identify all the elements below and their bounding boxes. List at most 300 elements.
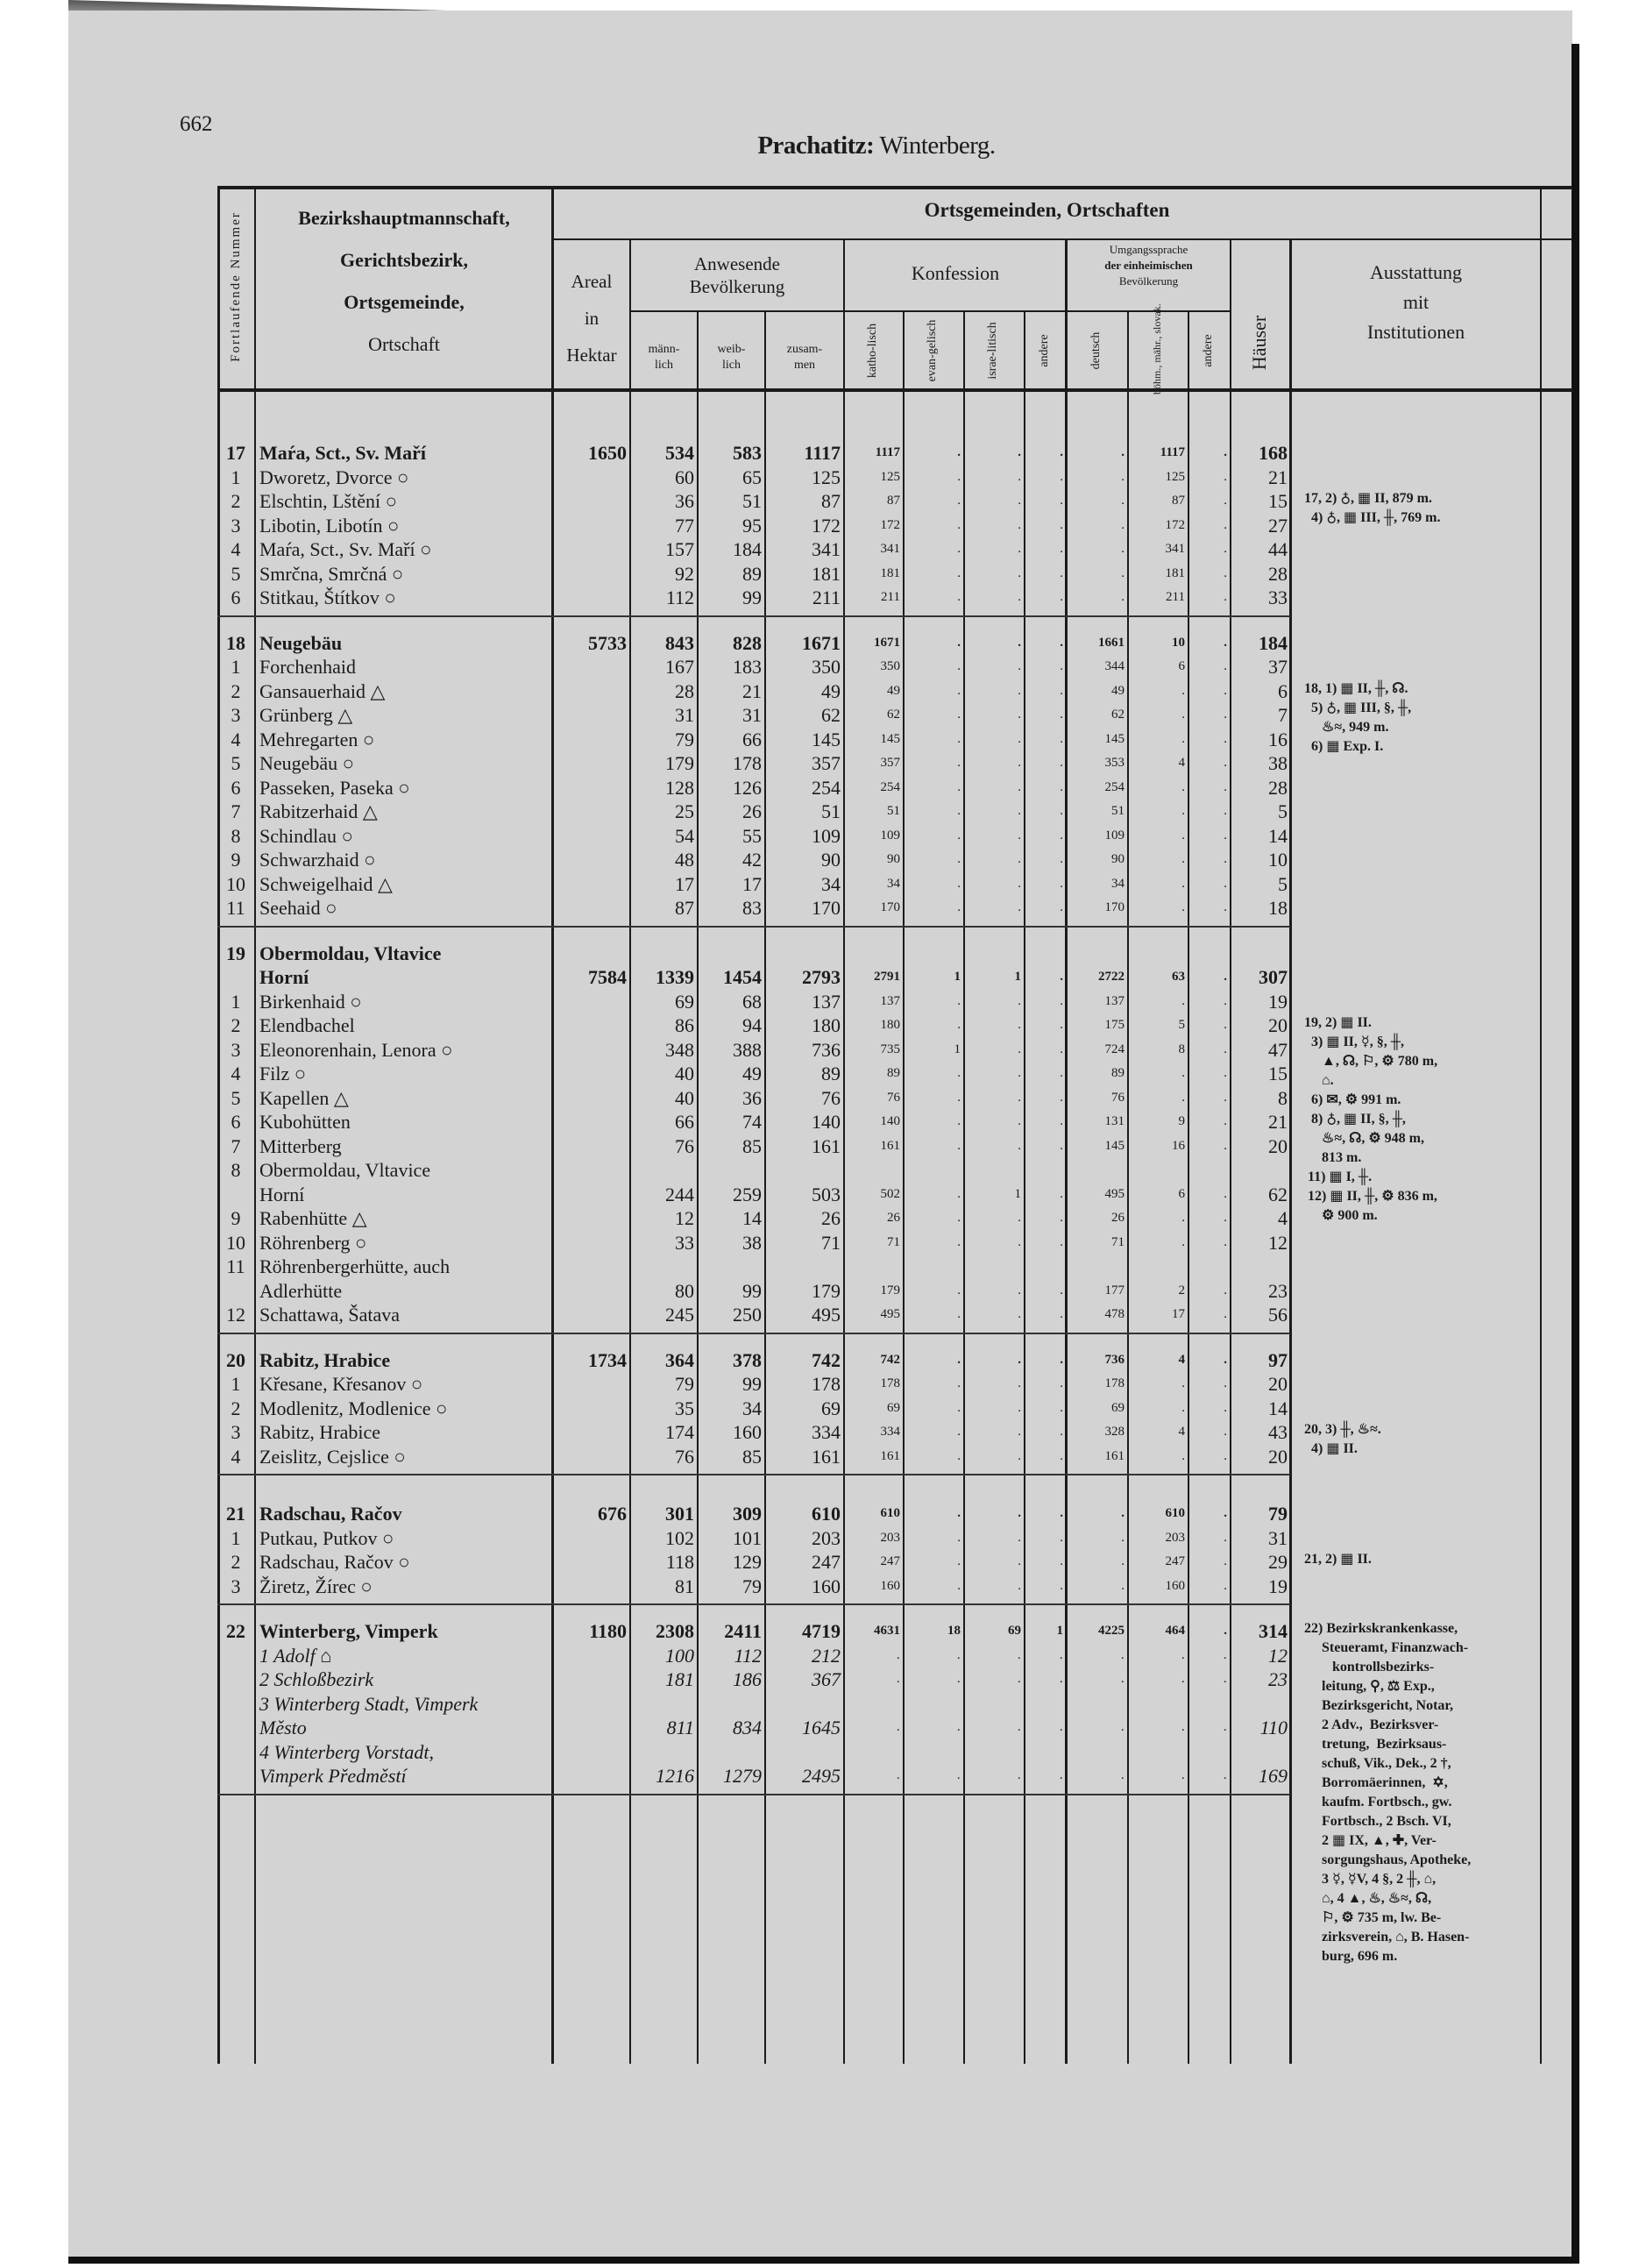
- andere-konfession-value: .: [1060, 852, 1063, 866]
- ortschaft-row: [217, 896, 1290, 921]
- gemeinde-block: [217, 928, 1438, 1334]
- maennlich-value: 28: [675, 679, 694, 702]
- header-bezirk: [256, 197, 552, 366]
- israelitisch-value: 1: [1014, 1186, 1021, 1201]
- ortschaft-row: [217, 872, 1290, 897]
- place-name: Kapellen △: [259, 1086, 349, 1109]
- andere-konfession-value: .: [1060, 1578, 1063, 1593]
- row-number: 10: [226, 872, 245, 895]
- header-ausstattung: [1292, 258, 1540, 347]
- institutions-note-line: kontrollsbezirks-: [1304, 1660, 1435, 1674]
- andere-konfession-value: .: [1060, 1672, 1063, 1686]
- andere-konfession-value: .: [1060, 1138, 1063, 1153]
- katholisch-value: 178: [880, 1376, 900, 1390]
- deutsch-value: 109: [1104, 828, 1125, 843]
- weiblich-value: 184: [733, 538, 762, 560]
- row-number: 11: [226, 1255, 245, 1277]
- header-deutsch: deutsch: [1089, 331, 1103, 370]
- maennlich-value: 2308: [656, 1620, 694, 1642]
- haeuser-value: 14: [1268, 1397, 1288, 1419]
- weiblich-value: 99: [742, 587, 762, 608]
- andere-konfession-value: .: [1060, 1018, 1063, 1032]
- header-andere: andere: [1038, 334, 1051, 367]
- katholisch-value: 90: [887, 852, 900, 866]
- evangelisch-value: .: [957, 542, 961, 556]
- evangelisch-value: .: [957, 1768, 961, 1782]
- israelitisch-value: .: [1018, 542, 1021, 556]
- ortschaft-row: [217, 728, 1290, 752]
- institutions-note-line: kaufm. Fortbsch., gw.: [1304, 1795, 1452, 1809]
- andere-konfession-value: .: [1060, 683, 1063, 698]
- boehmisch-value: 87: [1172, 494, 1185, 508]
- place-name: Radschau, Račov ○: [259, 1551, 410, 1573]
- katholisch-value: 181: [880, 565, 900, 580]
- katholisch-value: 109: [880, 828, 900, 843]
- haeuser-value: 168: [1259, 442, 1288, 464]
- ortschaft-row: [217, 466, 1290, 490]
- boehmisch-value: 4: [1178, 1352, 1185, 1367]
- israelitisch-value: .: [1018, 828, 1021, 843]
- haeuser-value: 29: [1268, 1551, 1288, 1573]
- row-number: 19: [226, 942, 245, 964]
- israelitisch-value: .: [1018, 565, 1021, 580]
- katholisch-value: 49: [887, 683, 900, 698]
- weiblich-value: 160: [733, 1421, 762, 1443]
- areal-hectares: 1180: [589, 1620, 627, 1642]
- evangelisch-value: .: [957, 1530, 961, 1545]
- israelitisch-value: .: [1018, 756, 1021, 770]
- maennlich-value: 245: [665, 1304, 694, 1326]
- israelitisch-value: .: [1018, 1768, 1021, 1782]
- deutsch-value: .: [1121, 1647, 1125, 1662]
- andere-konfession-value: .: [1060, 1376, 1063, 1390]
- israelitisch-value: .: [1018, 1283, 1021, 1298]
- andere-sprache-value: .: [1224, 731, 1227, 746]
- deutsch-value: .: [1121, 1554, 1125, 1568]
- haeuser-value: 5: [1278, 872, 1288, 895]
- maennlich-value: 128: [665, 776, 694, 799]
- evangelisch-value: .: [957, 1090, 961, 1105]
- boehmisch-value: 4: [1178, 756, 1185, 770]
- haeuser-value: 16: [1268, 728, 1288, 750]
- evangelisch-value: .: [957, 876, 961, 891]
- maennlich-value: 301: [665, 1503, 694, 1525]
- evangelisch-value: .: [957, 1138, 961, 1153]
- zusammen-value: 34: [821, 872, 841, 895]
- ortschaft-row: [217, 1038, 1290, 1063]
- row-number: 4: [231, 728, 241, 750]
- row-number: 9: [231, 1207, 241, 1229]
- haeuser-value: 31: [1268, 1526, 1288, 1549]
- zusammen-value: 76: [821, 1086, 841, 1109]
- weiblich-value: 14: [742, 1207, 762, 1229]
- place-name: Forchenhaid: [259, 656, 356, 678]
- zusammen-value: 350: [812, 656, 841, 678]
- deutsch-value: 353: [1104, 756, 1125, 770]
- evangelisch-value: .: [957, 1720, 961, 1734]
- boehmisch-value: .: [1181, 1376, 1185, 1390]
- israelitisch-value: .: [1018, 1114, 1021, 1128]
- maennlich-value: 174: [665, 1421, 694, 1443]
- deutsch-value: 178: [1104, 1376, 1125, 1390]
- gemeinde-block: [217, 617, 1412, 928]
- boehmisch-value: 610: [1165, 1506, 1185, 1520]
- deutsch-value: 89: [1111, 1066, 1125, 1080]
- haeuser-value: 19: [1268, 1575, 1288, 1597]
- deutsch-value: 90: [1111, 852, 1125, 866]
- weiblich-value: 186: [733, 1668, 762, 1690]
- haeuser-value: 12: [1268, 1231, 1288, 1254]
- deutsch-value: 131: [1104, 1114, 1125, 1128]
- israelitisch-value: .: [1018, 1578, 1021, 1593]
- katholisch-value: 161: [880, 1138, 900, 1153]
- andere-sprache-value: .: [1224, 683, 1227, 698]
- zusammen-value: 4719: [802, 1620, 841, 1642]
- andere-konfession-value: .: [1060, 1506, 1063, 1520]
- haeuser-value: 12: [1268, 1644, 1288, 1667]
- zusammen-value: 172: [812, 514, 841, 537]
- evangelisch-value: .: [957, 517, 961, 532]
- ortschaft-row: [217, 848, 1290, 872]
- deutsch-value: .: [1121, 565, 1125, 580]
- deutsch-value: 161: [1104, 1448, 1125, 1463]
- institutions-note-line: 6) ✉, ⚙ 991 m.: [1304, 1092, 1401, 1107]
- gemeinde-block: [217, 392, 1441, 617]
- institutions-note-line: 4) ▦ II.: [1304, 1441, 1358, 1456]
- katholisch-value: 62: [887, 707, 900, 722]
- deutsch-value: 4225: [1098, 1624, 1125, 1638]
- katholisch-value: 357: [880, 756, 900, 770]
- weiblich-value: 94: [742, 1014, 762, 1036]
- header-bevoelkerung: [631, 252, 843, 298]
- andere-sprache-value: .: [1224, 1768, 1227, 1782]
- weiblich-value: 21: [742, 679, 762, 702]
- deutsch-value: 170: [1104, 900, 1125, 914]
- place-name: Dworetz, Dvorce ○: [259, 466, 409, 488]
- institutions-note-line: Steueramt, Finanzwach-: [1304, 1640, 1469, 1655]
- katholisch-value: .: [897, 1647, 900, 1662]
- boehmisch-value: 2: [1178, 1283, 1185, 1298]
- row-number: 11: [226, 897, 245, 919]
- institutions-note-line: tretung, Bezirksaus-: [1304, 1737, 1447, 1752]
- place-name: Maŕa, Sct., Sv. Maří ○: [259, 538, 432, 560]
- weiblich-value: 55: [742, 824, 762, 847]
- maennlich-value: 534: [665, 442, 694, 464]
- header-umgangssprache: [1068, 242, 1230, 289]
- title-district: Prachatitz:: [757, 132, 875, 160]
- header-areal-line: Hektar: [566, 345, 617, 366]
- maennlich-value: 86: [675, 1014, 694, 1036]
- haeuser-value: 56: [1268, 1304, 1288, 1326]
- ortschaft-row: [217, 1372, 1290, 1397]
- haeuser-value: 18: [1268, 897, 1288, 919]
- row-number: 7: [231, 1134, 241, 1157]
- katholisch-value: 137: [880, 993, 900, 1008]
- haeuser-value: 5: [1278, 800, 1288, 822]
- header-bezirk-line: Ortschaft: [368, 333, 440, 355]
- israelitisch-value: .: [1018, 779, 1021, 794]
- evangelisch-value: .: [957, 707, 961, 722]
- row-number: 10: [226, 1231, 245, 1254]
- place-name: Radschau, Račov: [259, 1503, 402, 1525]
- boehmisch-value: .: [1181, 1768, 1185, 1782]
- andere-sprache-value: .: [1224, 779, 1227, 794]
- institutions-note-line: 3) ▦ II, ☿, §, ╫,: [1304, 1034, 1405, 1049]
- haeuser-value: 43: [1268, 1421, 1288, 1443]
- ortschaft-row: [217, 1526, 1290, 1551]
- ortschaft-row: [217, 751, 1290, 776]
- ortschaft-row: [217, 1231, 1290, 1255]
- header-israelitisch: israe-litisch: [986, 322, 999, 380]
- andere-sprache-value: .: [1224, 1066, 1227, 1080]
- boehmisch-value: .: [1181, 852, 1185, 866]
- deutsch-value: 145: [1104, 731, 1125, 746]
- gemeinde-block: [217, 1334, 1381, 1476]
- deutsch-value: .: [1121, 1768, 1125, 1782]
- ortschaft-row: [217, 1644, 1290, 1668]
- deutsch-value: 724: [1104, 1042, 1125, 1056]
- andere-sprache-value: .: [1224, 1376, 1227, 1390]
- haeuser-value: 10: [1268, 849, 1288, 871]
- israelitisch-value: .: [1018, 1448, 1021, 1463]
- ortschaft-row: [217, 1110, 1290, 1134]
- institutions-note-line: 12) ▦ II, ╫, ⚙ 836 m,: [1304, 1189, 1437, 1204]
- andere-konfession-value: .: [1060, 1554, 1063, 1568]
- maennlich-value: 1216: [656, 1765, 694, 1787]
- deutsch-value: .: [1121, 1720, 1125, 1734]
- row-number: 4: [231, 1445, 241, 1468]
- maennlich-value: 112: [665, 587, 694, 608]
- header-line: lich: [722, 359, 741, 372]
- zusammen-value: 87: [821, 490, 841, 512]
- weiblich-value: 17: [742, 872, 762, 895]
- institutions-note-line: Fortbsch., 2 Bsch. VI,: [1304, 1814, 1451, 1829]
- weiblich-value: 101: [733, 1526, 762, 1549]
- row-number: 6: [231, 1111, 241, 1133]
- boehmisch-value: 63: [1172, 970, 1185, 984]
- maennlich-value: 118: [665, 1551, 694, 1573]
- boehmisch-value: 6: [1178, 1186, 1185, 1201]
- institutions-note-line: ⚐, ⚙ 735 m, lw. Be-: [1304, 1910, 1442, 1925]
- header-maennlich: [631, 342, 697, 373]
- maennlich-value: 12: [675, 1207, 694, 1229]
- zusammen-value: 62: [821, 704, 841, 726]
- israelitisch-value: .: [1018, 1506, 1021, 1520]
- row-number: 1: [231, 466, 241, 488]
- weiblich-value: 95: [742, 514, 762, 537]
- haeuser-value: 19: [1268, 990, 1288, 1013]
- ortschaft-row: [217, 1134, 1290, 1159]
- haeuser-value: 38: [1268, 752, 1288, 774]
- weiblich-value: 112: [734, 1644, 762, 1667]
- place-name: Seehaid ○: [259, 897, 337, 919]
- zusammen-value: 49: [821, 679, 841, 702]
- israelitisch-value: .: [1018, 635, 1021, 650]
- maennlich-value: 843: [665, 631, 694, 654]
- row-number: 2: [231, 1397, 241, 1419]
- deutsch-value: .: [1121, 494, 1125, 508]
- areal-hectares: 676: [598, 1503, 627, 1525]
- zusammen-value: 2793: [802, 966, 841, 988]
- institutions-note-line: 2 Adv., Bezirksver-: [1304, 1717, 1439, 1732]
- weiblich-value: 378: [733, 1348, 762, 1371]
- gemeinde-block: [217, 1475, 1372, 1605]
- israelitisch-value: .: [1018, 1234, 1021, 1249]
- row-number: 20: [226, 1348, 245, 1371]
- andere-sprache-value: .: [1224, 993, 1227, 1008]
- israelitisch-value: .: [1018, 1138, 1021, 1153]
- evangelisch-value: .: [957, 1307, 961, 1321]
- ortschaft-row: [217, 537, 1290, 562]
- boehmisch-value: 16: [1172, 1138, 1185, 1153]
- zusammen-value: 503: [812, 1183, 841, 1205]
- place-name: Rabitz, Hrabice: [259, 1421, 381, 1443]
- evangelisch-value: 1: [954, 1042, 961, 1056]
- katholisch-value: 495: [880, 1307, 900, 1321]
- ortschaft-row: [217, 1692, 1290, 1740]
- row-number: 7: [231, 800, 241, 822]
- institutions-note-line: 813 m.: [1304, 1150, 1362, 1165]
- andere-sprache-value: .: [1224, 635, 1227, 650]
- row-number: 3: [231, 704, 241, 726]
- place-name: Schattawa, Šatava: [259, 1304, 401, 1326]
- maennlich-value: 81: [675, 1575, 694, 1597]
- andere-konfession-value: .: [1060, 900, 1063, 914]
- weiblich-value: 26: [742, 800, 762, 822]
- evangelisch-value: .: [957, 469, 961, 484]
- israelitisch-value: .: [1018, 1425, 1021, 1439]
- katholisch-value: 160: [880, 1578, 900, 1593]
- israelitisch-value: .: [1018, 1018, 1021, 1032]
- andere-sprache-value: .: [1224, 1530, 1227, 1545]
- place-name: Schweigelhaid △: [259, 872, 393, 895]
- andere-sprache-value: .: [1224, 1211, 1227, 1225]
- row-number: 3: [231, 514, 241, 537]
- header-evangelisch: evan-gelisch: [926, 319, 939, 382]
- header-haeuser: Häuser: [1248, 315, 1270, 371]
- place-name: Mitterberg: [259, 1134, 342, 1157]
- maennlich-value: 17: [675, 872, 694, 895]
- row-number: 2: [231, 1014, 241, 1036]
- boehmisch-value: .: [1181, 1448, 1185, 1463]
- boehmisch-value: .: [1181, 1720, 1185, 1734]
- weiblich-value: 1454: [723, 966, 762, 988]
- zusammen-value: 742: [812, 1348, 841, 1371]
- zusammen-value: 160: [812, 1575, 841, 1597]
- areal-hectares: 7584: [588, 966, 627, 988]
- boehmisch-value: .: [1181, 1234, 1185, 1249]
- israelitisch-value: .: [1018, 1672, 1021, 1686]
- institutions-note-line: 8) ♁, ▦ II, §, ╫,: [1304, 1112, 1406, 1127]
- place-name: Schwarzhaid ○: [259, 849, 376, 871]
- katholisch-value: 180: [880, 1018, 900, 1032]
- evangelisch-value: .: [957, 756, 961, 770]
- evangelisch-value: .: [957, 1114, 961, 1128]
- haeuser-value: 15: [1268, 1063, 1288, 1084]
- israelitisch-value: .: [1018, 469, 1021, 484]
- ortschaft-row: [217, 1062, 1290, 1086]
- katholisch-value: 1117: [875, 445, 900, 459]
- andere-sprache-value: .: [1224, 1090, 1227, 1105]
- place-name: Mehregarten ○: [259, 728, 375, 750]
- andere-konfession-value: .: [1060, 590, 1063, 604]
- boehmisch-value: .: [1181, 731, 1185, 746]
- zusammen-value: 1645: [802, 1717, 841, 1738]
- deutsch-value: 62: [1111, 707, 1125, 722]
- andere-konfession-value: .: [1060, 1448, 1063, 1463]
- andere-konfession-value: .: [1060, 876, 1063, 891]
- deutsch-value: .: [1121, 1672, 1125, 1686]
- haeuser-value: 21: [1268, 1111, 1288, 1133]
- row-number: 17: [226, 442, 245, 464]
- institutions-note-line: leitung, ⚲, ⚖ Exp.,: [1304, 1679, 1435, 1694]
- deutsch-value: 495: [1104, 1186, 1125, 1201]
- header-line: zusam-: [786, 343, 823, 356]
- areal-hectares: 1650: [588, 442, 627, 464]
- maennlich-value: 36: [675, 490, 694, 512]
- maennlich-value: 79: [675, 1373, 694, 1395]
- maennlich-value: 77: [675, 514, 694, 537]
- deutsch-value: .: [1121, 1578, 1125, 1593]
- andere-konfession-value: .: [1060, 1352, 1063, 1367]
- andere-sprache-value: .: [1224, 900, 1227, 914]
- place-name: Elschtin, Lštění ○: [259, 490, 397, 512]
- boehmisch-value: 181: [1165, 565, 1185, 580]
- deutsch-value: 26: [1111, 1211, 1125, 1225]
- zusammen-value: 610: [812, 1503, 841, 1525]
- scan-edge-right: [1572, 44, 1579, 2262]
- boehmisch-value: .: [1181, 900, 1185, 914]
- israelitisch-value: .: [1018, 1090, 1021, 1105]
- row-number: 12: [226, 1304, 245, 1326]
- zusammen-value: 357: [812, 752, 841, 774]
- deutsch-value: 344: [1104, 659, 1125, 673]
- deutsch-value: 1661: [1098, 635, 1125, 650]
- haeuser-value: 20: [1268, 1014, 1288, 1036]
- gemeinde-row: [217, 441, 1290, 466]
- andere-sprache-value: .: [1224, 590, 1227, 604]
- institutions-note-line: 11) ▦ I, ╫.: [1304, 1170, 1373, 1184]
- weiblich-value: 834: [733, 1717, 762, 1738]
- andere-sprache-value: .: [1224, 565, 1227, 580]
- weiblich-value: 1279: [723, 1765, 762, 1787]
- place-name: Rabitzerhaid △: [259, 800, 378, 822]
- israelitisch-value: 69: [1008, 1624, 1021, 1638]
- header-bezirk-line: Ortsgemeinde,: [344, 291, 465, 313]
- place-name: Rabenhütte △: [259, 1207, 367, 1229]
- weiblich-value: 828: [733, 631, 762, 654]
- row-number: 1: [231, 656, 241, 678]
- zusammen-value: 180: [812, 1014, 841, 1036]
- gemeinde-block: [217, 1605, 1472, 1964]
- evangelisch-value: .: [957, 731, 961, 746]
- evangelisch-value: .: [957, 1186, 961, 1201]
- deutsch-value: 328: [1104, 1425, 1125, 1439]
- weiblich-value: 99: [742, 1279, 762, 1302]
- gemeinde-row: [217, 1502, 1290, 1526]
- israelitisch-value: 1: [1014, 970, 1021, 984]
- zusammen-value: 211: [812, 587, 841, 608]
- andere-sprache-value: .: [1224, 542, 1227, 556]
- katholisch-value: 71: [887, 1234, 900, 1249]
- andere-sprache-value: .: [1224, 1283, 1227, 1298]
- katholisch-value: 211: [881, 590, 900, 604]
- gemeinde-row: [217, 1348, 1290, 1373]
- boehmisch-value: 10: [1172, 635, 1185, 650]
- zusammen-value: 161: [812, 1134, 841, 1157]
- boehmisch-value: .: [1181, 1066, 1185, 1080]
- evangelisch-value: .: [957, 1283, 961, 1298]
